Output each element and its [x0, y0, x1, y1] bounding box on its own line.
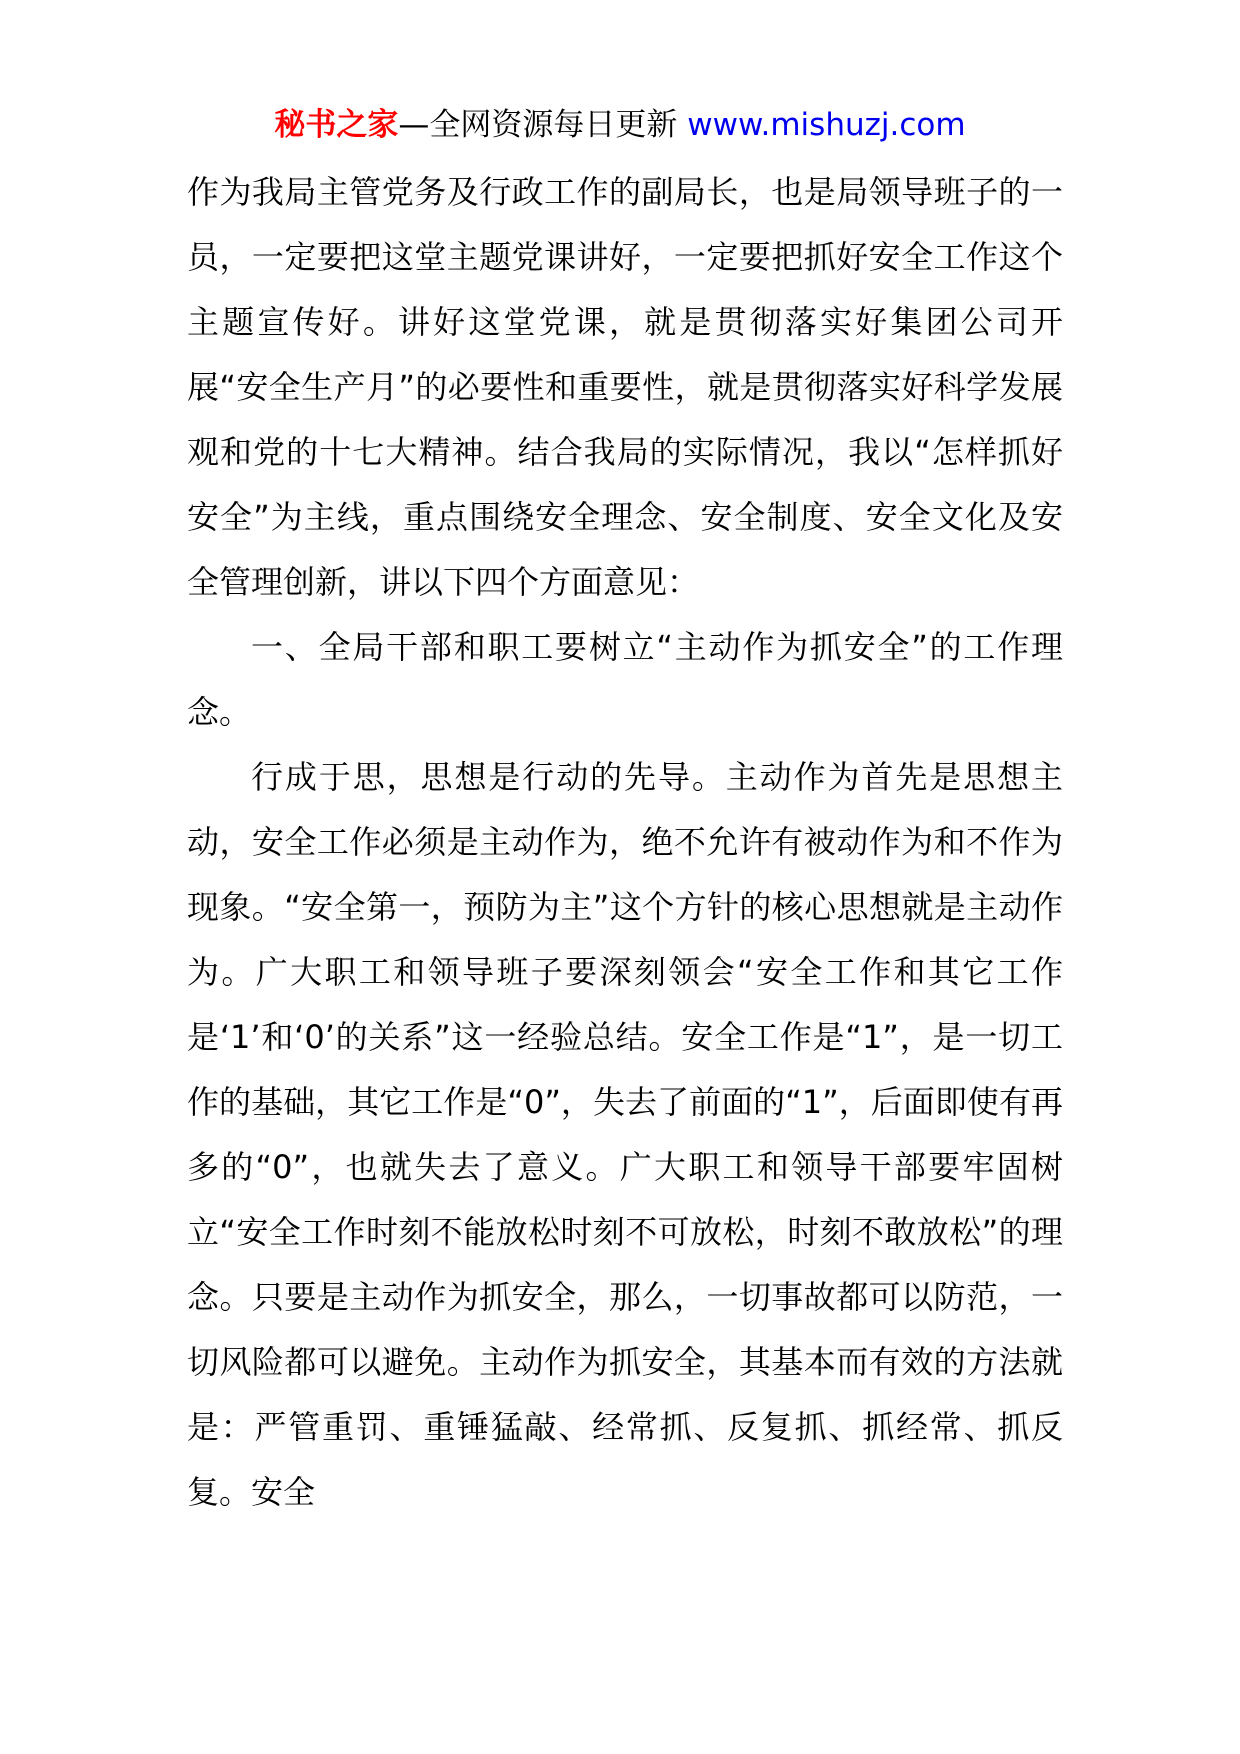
- header-tagline: —全网资源每日更新: [398, 107, 688, 143]
- document-body: [187, 160, 1063, 1525]
- paragraph-intro: 作为我局主管党务及行政工作的副局长，也是局领导班子的一员，一定要把这堂主题党课讲好，一定要把抓好安全工作这个主题宣传好。讲好这堂党课，就是贯彻落实好集团公司开展“安全生产月”的必要性和重要性，就是贯彻落实好科学发展观和党的十七大精神。结合我局的实际情况，我以“怎样抓好安全”为主线，重点围绕安全理念、安全制度、安全文化及安全管理创新，讲以下四个方面意见：: [187, 173, 1063, 601]
- brand-name: 秘书之家: [274, 107, 399, 143]
- section-heading-1: 一、全局干部和职工要树立“主动作为抓安全”的工作理念。: [187, 628, 1063, 731]
- paragraph-section-1: 行成于思，思想是行动的先导。主动作为首先是思想主动，安全工作必须是主动作为，绝不允许有被动作为和不作为现象。“安全第一，预防为主”这个方针的核心思想就是主动作为。广大职工和领导班子要深刻领会“安全工作和其它工作是‘1’和‘0’的关系”这一经验总结。安全工作是“1”，是一切工作的基础，其它工作是“0”，失去了前面的“1”，后面即使有再多的“0”，也就失去了意义。广大职工和领导干部要牢固树立“安全工作时刻不能放松时刻不可放松，时刻不敢放松”的理念。只要是主动作为抓安全，那么，一切事故都可以防范，一切风险都可以避免。主动作为抓安全，其基本而有效的方法就是：严管重罚、重锤猛敲、经常抓、反复抓、抓经常、抓反复。安全: [187, 758, 1063, 1511]
- site-header: [0, 100, 1240, 150]
- site-url-link[interactable]: www.mishuzj.com: [687, 107, 966, 143]
